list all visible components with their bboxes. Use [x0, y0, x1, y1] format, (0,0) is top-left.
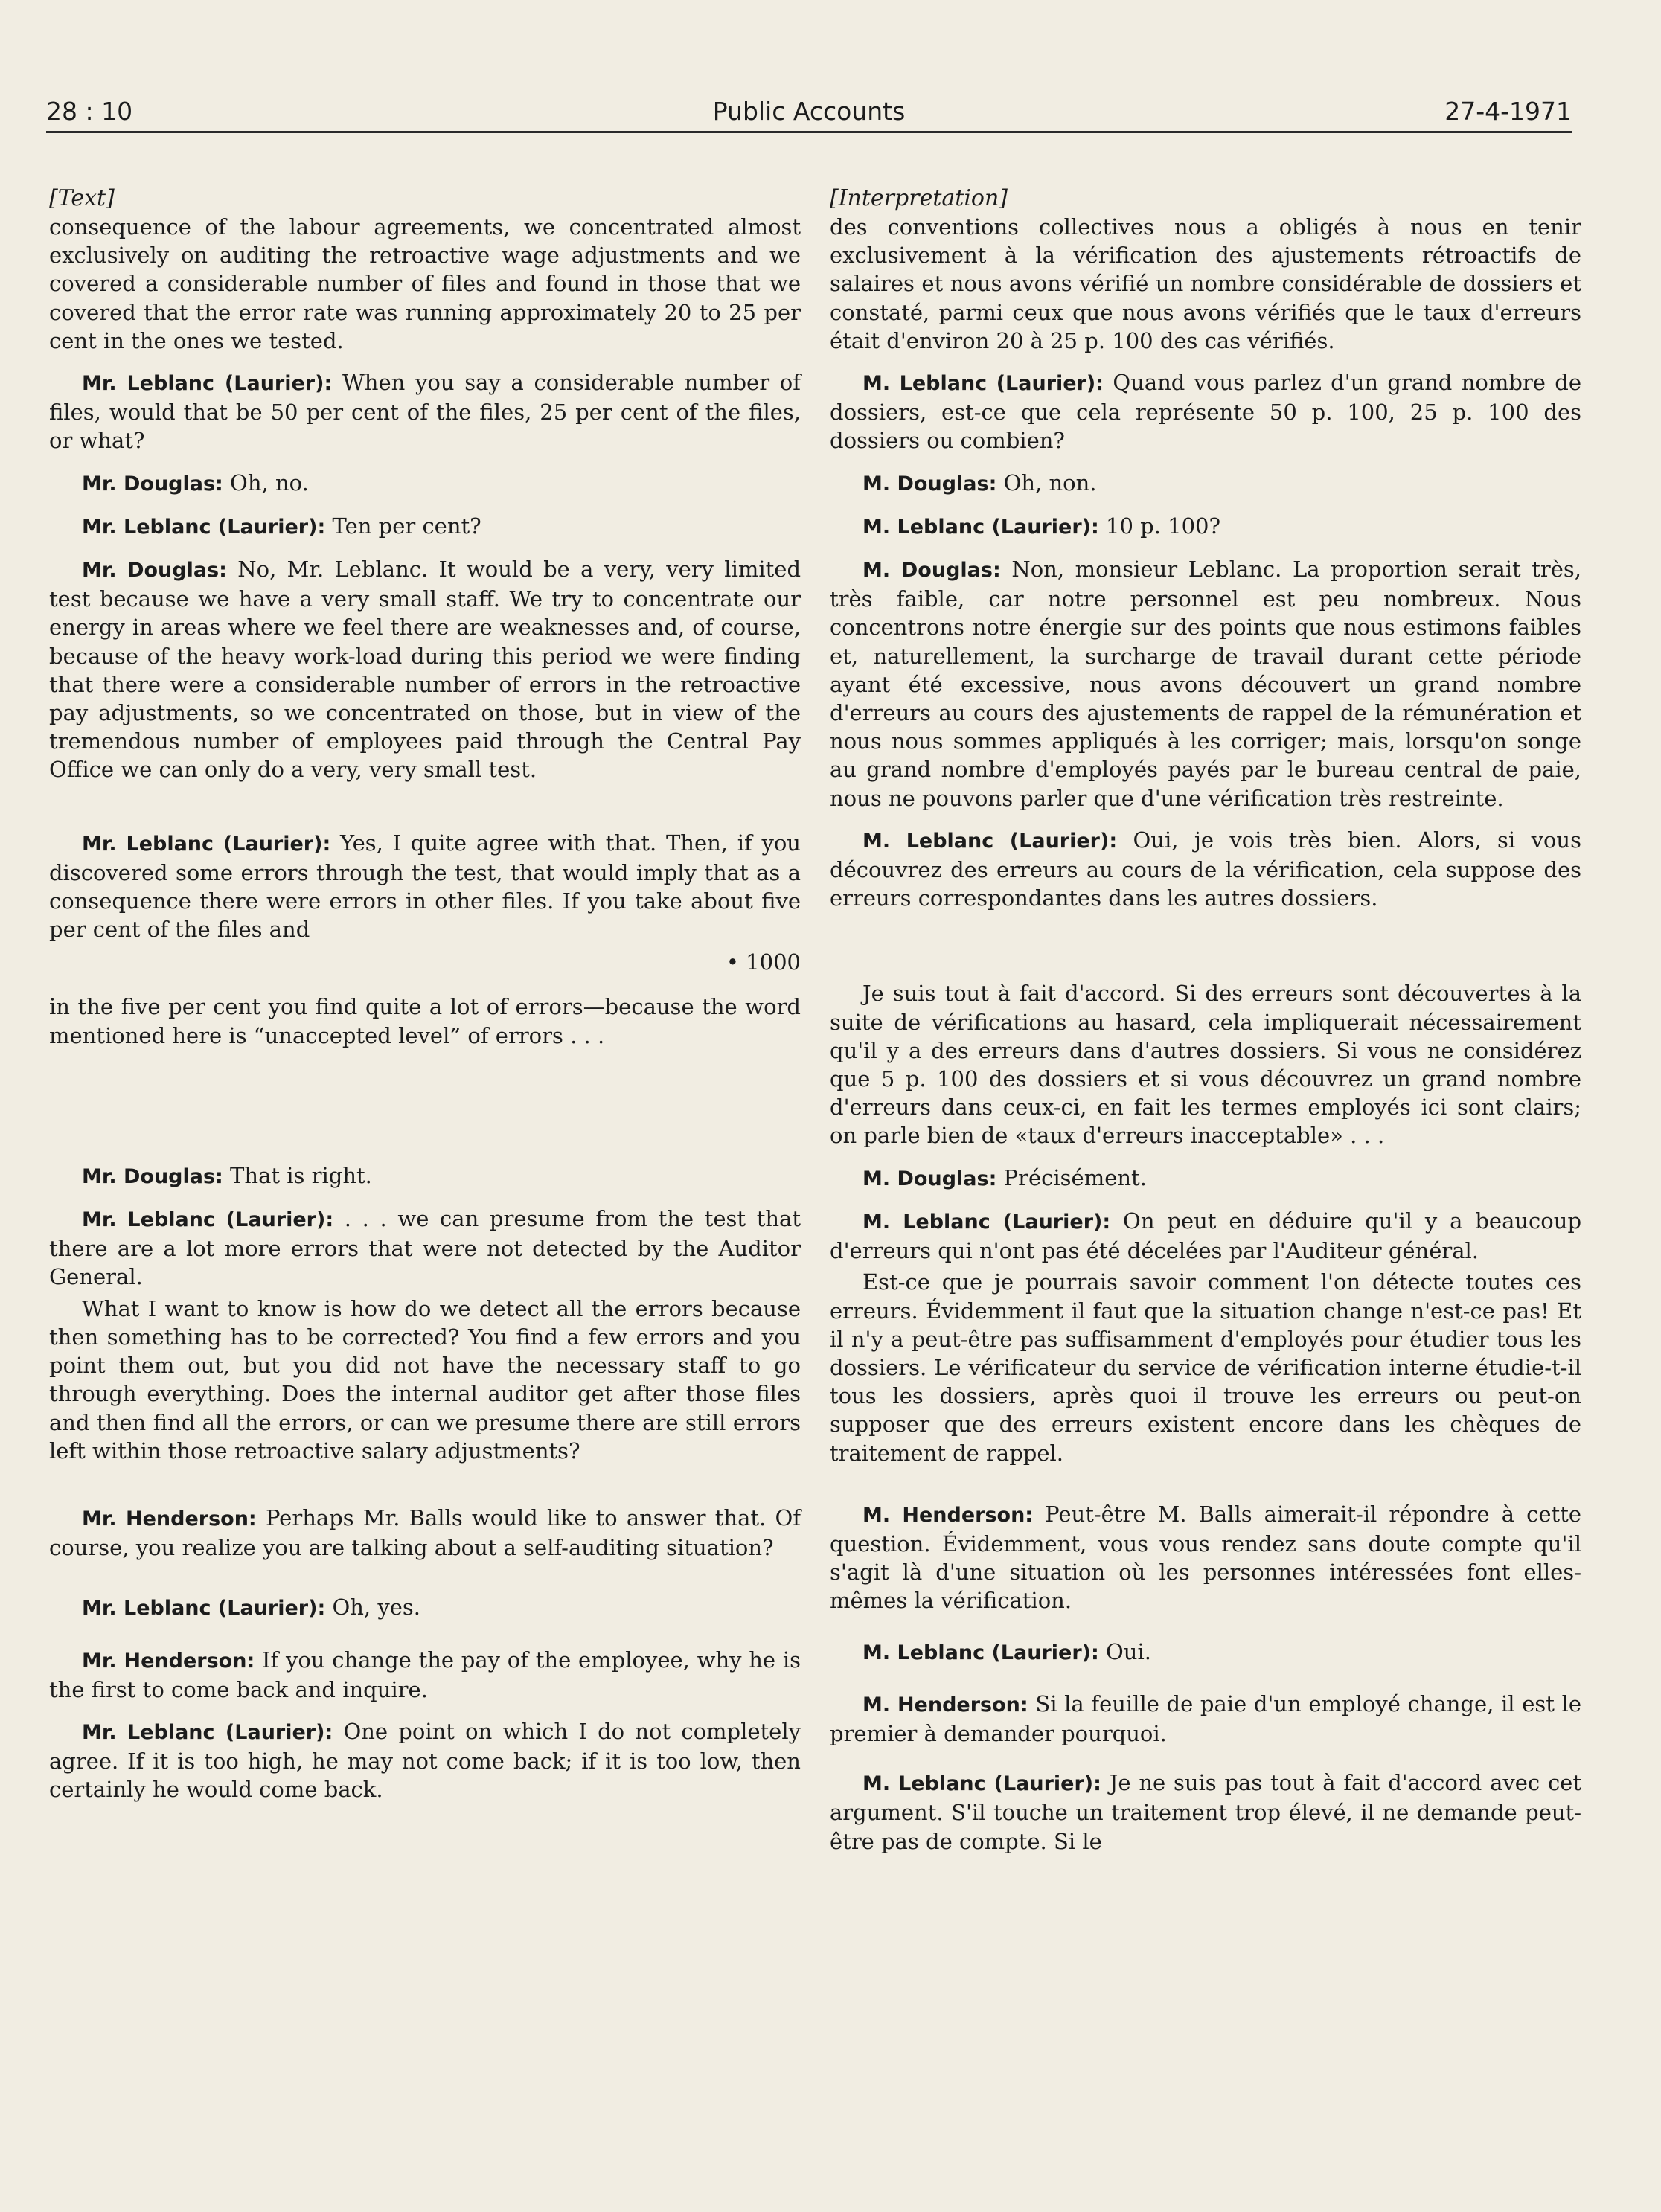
speech-text: Oui. [1098, 1638, 1151, 1664]
paragraph [49, 829, 801, 944]
paragraph [49, 1161, 801, 1191]
speech-text: Perhaps Mr. Balls would like to answer that. Of course, you realize you are talking about a self-auditing situation? [49, 1504, 801, 1561]
paragraph [49, 1593, 801, 1623]
speaker-name: Mr. Henderson: [82, 1649, 255, 1673]
speech-text: Précisément. [996, 1164, 1147, 1190]
paragraph [49, 469, 801, 498]
speaker-name: M. Douglas: [862, 559, 1001, 583]
speech-text: That is right. [223, 1162, 372, 1188]
paragraph [49, 1205, 801, 1292]
paragraph [830, 1690, 1581, 1748]
paragraph [49, 1646, 801, 1704]
paragraph [830, 826, 1581, 913]
paragraph [49, 1504, 801, 1562]
speaker-name: Mr. Leblanc (Laurier): [82, 832, 331, 856]
speaker-name: M. Leblanc (Laurier): [862, 372, 1104, 396]
paragraph [49, 555, 801, 784]
paragraph [830, 1769, 1581, 1856]
speech-text: Ten per cent? [325, 513, 481, 539]
french-column [830, 185, 1581, 1869]
paragraph: in the five per cent you find quite a lot of errors—because the word mentioned here is “unaccepted level” of errors . . . [49, 994, 801, 1048]
column-tag: [Interpretation] [830, 185, 1008, 211]
speaker-name: Mr. Douglas: [82, 472, 223, 496]
page-title: Public Accounts [712, 97, 906, 126]
paragraph: What I want to know is how do we detect all the errors because then something has to be corrected? You find a few errors and you point them out, but you did not have the necessary staff to go through everything. Does the internal auditor get after those files and then find all the errors, or can we presume there are still errors left within those retroactive salary adjustments? [49, 1295, 801, 1464]
speaker-name: M. Leblanc (Laurier): [862, 1641, 1099, 1664]
speaker-name: Mr. Leblanc (Laurier): [82, 1720, 333, 1744]
paragraph [830, 1207, 1581, 1265]
speech-text: No, Mr. Leblanc. It would be a very, very limited test because we have a very small staff. We try to concentrate our energy in areas where we feel there are weaknesses and, of course, because of the heavy work-load during this period we were finding that there were a considerable number of errors in the retroactive pay adjustments, so we concentrated on those, but in view of the tremendous number of employees paid through the Central Pay Office we can only do a very, very small test. [49, 557, 801, 783]
speech-text: Oh, no. [223, 469, 309, 496]
speaker-name: M. Henderson: [862, 1503, 1034, 1527]
speech-text: When you say a considerable number of files, would that be 50 per cent of the files, 25 per cent of the files, or what? [49, 370, 801, 454]
english-column [49, 185, 801, 1818]
speaker-name: Mr. Leblanc (Laurier): [82, 372, 333, 396]
paragraph [830, 1500, 1581, 1615]
paragraph: consequence of the labour agreements, we concentrated almost exclusively on auditing the retroactive wage adjustments and we covered a considerable number of files and found in those that we covered that the error rate was running approximately 20 to 25 per cent in the ones we tested. [49, 214, 801, 353]
speaker-name: M. Douglas: [862, 1167, 997, 1190]
paragraph [830, 555, 1581, 812]
paragraph [830, 368, 1581, 455]
speaker-name: M. Leblanc (Laurier): [862, 829, 1118, 853]
speech-text: If you change the pay of the employee, why he is the first to come back and inquire. [49, 1647, 801, 1702]
speech-text: Quand vous parlez d'un grand nombre de dossiers, est-ce que cela représente 50 p. 100, 25 p. 100 des dossiers ou combien? [830, 370, 1581, 454]
speaker-name: Mr. Leblanc (Laurier): [82, 1208, 334, 1232]
time-marker: • 1000 [726, 949, 801, 975]
speaker-name: M. Leblanc (Laurier): [862, 515, 1099, 539]
paragraph [830, 1638, 1581, 1667]
paragraph: des conventions collectives nous a obligés à nous en tenir exclusivement à la vérification des ajustements rétroactifs de salaires et nous avons vérifié un nombre considérable de dossiers et constaté, parmi ceux que nous avons vérifiés que le taux d'erreurs était d'environ 20 à 25 p. 100 des cas vérifiés. [830, 214, 1581, 353]
speech-text: On peut en déduire qu'il y a beaucoup d'erreurs qui n'ont pas été décelées par l'Auditeur général. [830, 1208, 1582, 1264]
paragraph [830, 512, 1581, 542]
page-number: 28 : 10 [46, 97, 133, 126]
speaker-name: M. Douglas: [862, 472, 997, 496]
speaker-name: M. Henderson: [862, 1693, 1028, 1716]
paragraph [830, 469, 1581, 498]
speech-text: Oh, yes. [325, 1594, 421, 1620]
paragraph [49, 512, 801, 542]
speech-text: Peut-être M. Balls aimerait-il répondre à cette question. Évidemment, vous vous rendez sans doute compte qu'il s'agit là d'une situation où les personnes intéressées font elles-mêmes la vérification. [830, 1501, 1582, 1614]
paragraph [49, 368, 801, 455]
speech-text: Yes, I quite agree with that. Then, if you discovered some errors through the test, that would imply that as a consequence there were errors in other files. If you take about five per cent of the files and [49, 830, 801, 943]
speech-text: One point on which I do not completely agree. If it is too high, he may not come back; if it is too low, then certainly he would come back. [49, 1718, 801, 1803]
paragraph: Est-ce que je pourrais savoir comment l'on détecte toutes ces erreurs. Évidemment il faut que la situation change n'est-ce pas! Et il n'y a peut-être pas suffisamment d'employés pour étudier tous les dossiers. Le vérificateur du service de vérification interne étudie-t-il tous les dossiers, après quoi il trouve les erreurs ou peut-on supposer que des erreurs existent encore dans les chèques de traitement de rappel. [830, 1269, 1581, 1466]
speech-text: Si la feuille de paie d'un employé change, il est le premier à demander pourquoi. [830, 1690, 1582, 1746]
page-date: 27-4-1971 [1444, 97, 1572, 126]
speaker-name: Mr. Leblanc (Laurier): [82, 1597, 326, 1620]
speech-text: 10 p. 100? [1098, 513, 1221, 539]
speaker-name: Mr. Douglas: [82, 1164, 223, 1188]
speech-text: Oh, non. [996, 469, 1097, 496]
paragraph: Je suis tout à fait d'accord. Si des erreurs sont découvertes à la suite de vérifications au hasard, cela impliquerait nécessairement qu'il y a des erreurs dans d'autres dossiers. Si vous ne considérez que 5 p. 100 des dossiers et si vous découvrez un grand nombre d'erreurs dans ceux-ci, en fait les termes employés ici sont clairs; on parle bien de «taux d'erreurs inacceptable» . . . [830, 981, 1581, 1149]
page-header [46, 97, 1572, 133]
speech-text: Oui, je vois très bien. Alors, si vous découvrez des erreurs au cours de la vérification, cela suppose des erreurs correspondantes dans les autres dossiers. [830, 827, 1581, 911]
paragraph [49, 1717, 801, 1804]
speaker-name: M. Leblanc (Laurier): [862, 1772, 1101, 1796]
speech-text: . . . we can presume from the test that there are a lot more errors that were not detected by the Auditor General. [49, 1206, 801, 1290]
speaker-name: Mr. Douglas: [82, 559, 227, 583]
speech-text: Non, monsieur Leblanc. La proportion serait très, très faible, car notre personnel est peu nombreux. Nous concentrons notre énergie sur des points que nous estimons faibles et, naturellement, la surcharge de travail durant cette période ayant été excessive, nous avons découvert un grand nombre d'erreurs au cours des ajustements de rappel de la rémunération et nous nous sommes appliqués à les corriger; mais, lorsqu'on songe au grand nombre d'employés payés par le bureau central de paie, nous ne pouvons parler que d'une vérification très restreinte. [830, 557, 1581, 811]
speech-text: Je ne suis pas tout à fait d'accord avec cet argument. S'il touche un traitement trop élevé, il ne demande peut-être pas de compte. Si le [830, 1770, 1581, 1854]
speaker-name: Mr. Henderson: [82, 1507, 257, 1530]
column-tag: [Text] [49, 185, 115, 211]
paragraph [830, 1164, 1581, 1193]
speaker-name: Mr. Leblanc (Laurier): [82, 515, 326, 539]
speaker-name: M. Leblanc (Laurier): [862, 1210, 1111, 1234]
